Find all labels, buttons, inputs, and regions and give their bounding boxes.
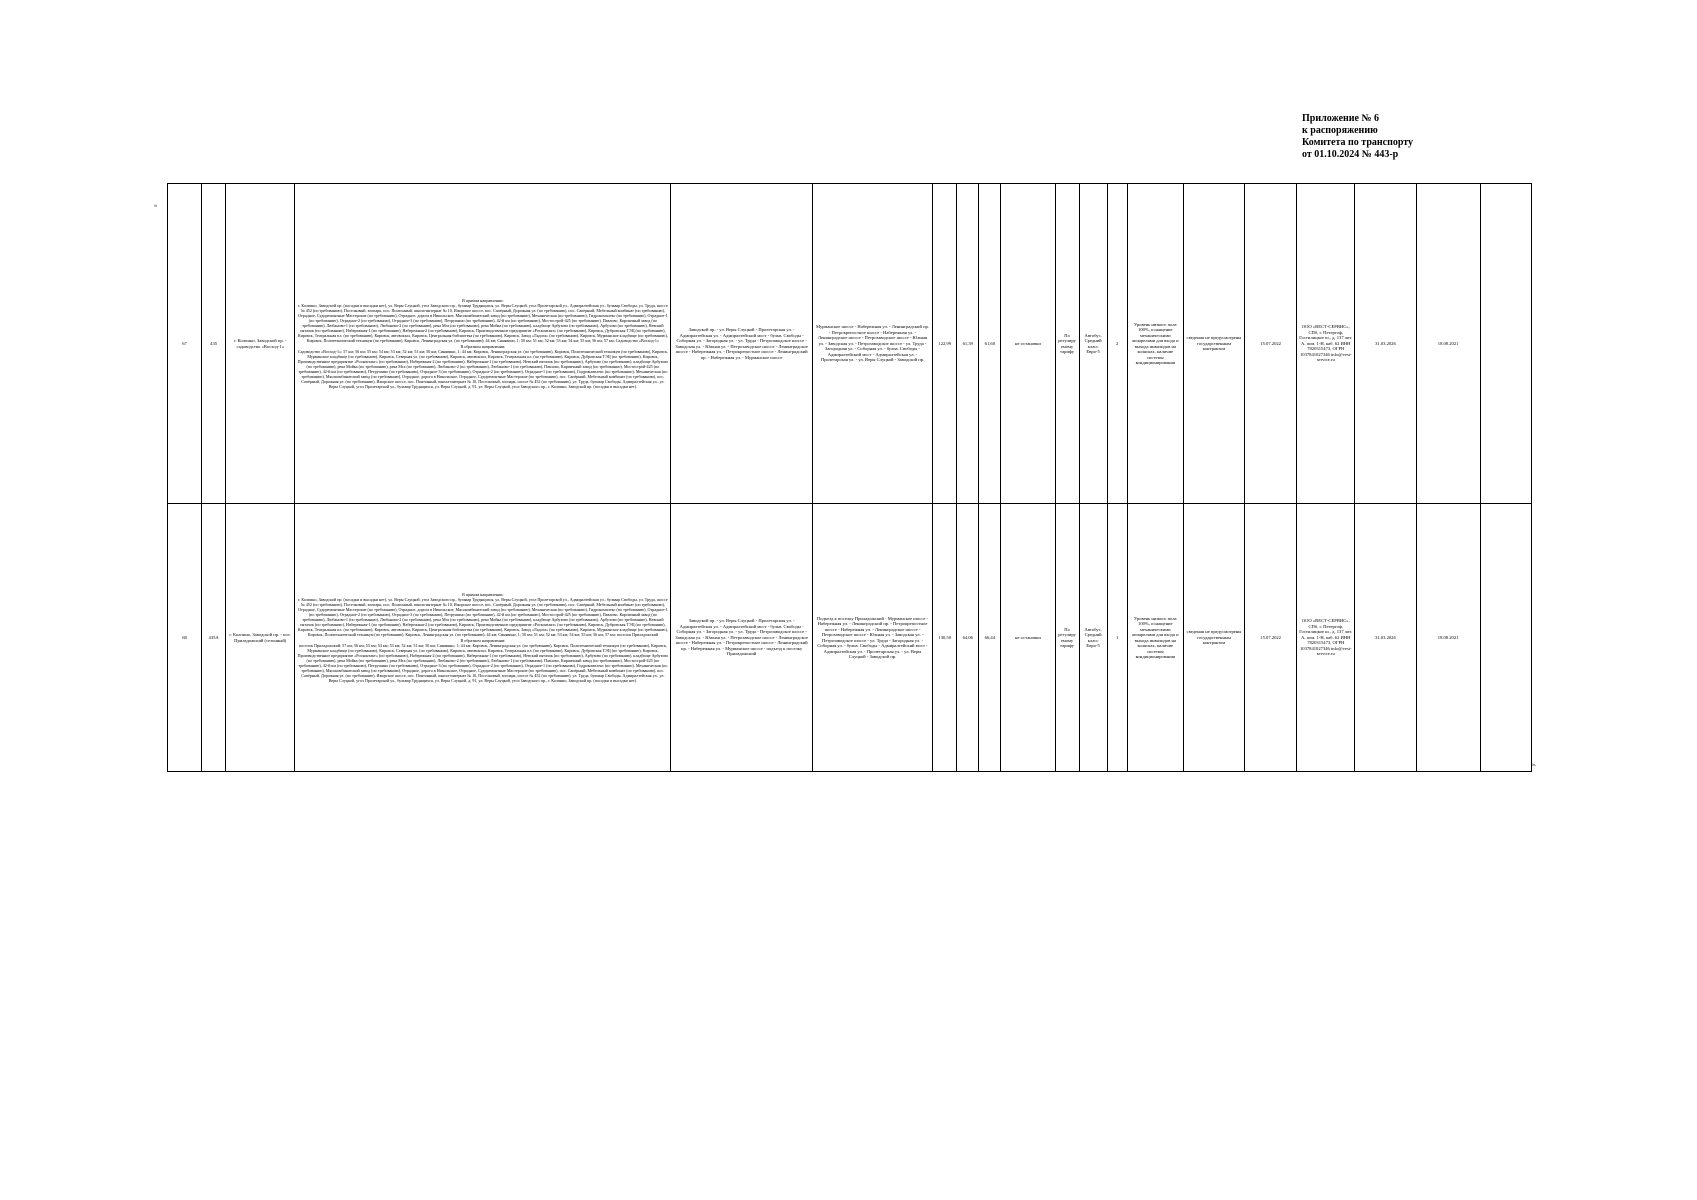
length-backward: 61,60 [979, 184, 1001, 504]
vehicle-class: Автобус, Средний класс Евро-5 [1079, 184, 1107, 504]
length-total: 130,50 [933, 504, 957, 772]
route-name: г. Колпино, Заводской пр. - пос. Приладожский (сезонный) [226, 504, 295, 772]
appendix-number: Приложение № 6 [1302, 113, 1380, 124]
stops-mode: не остановки [1001, 504, 1055, 772]
start-date: 15.07.2022 [1245, 184, 1297, 504]
backward-stops: Садоводство «Восход-1»; 57 км; 56 км; 55 км; 54 км; 53 км; 52 км; 51 км; 50 км; Синявино, 1; 44 км; Кировск, Ленинградская ул. (по требованию), Кировск, Политехнический техникум (по требованию), Кировск, Мурманское кладбище (по требованию), Кировск, Северная ул. (по требованию), Кировск, автовокзал, Кировск, Театральная пл. (по требованию), Кировск, Дубровская ТЭЦ (по требованию), Кировск, Производственное предприятие «Росконтакт» (по требованию), Набережная-2 (по требованию), Набережная-1 (по требованию), Невский пятачок (по требованию), Арбузово (по требованию), кладбище Арбузово (по требованию), река Мойка (по требованию), река Мга (по требованию), Любаново-2 (по требованию), Любаново-1 (по требованию), Павлово, Кирпичный завод (по требованию), Мостострой-425 (по требованию), 42-й км (по требованию), Петрушино (по требованию), Отрадное-3 (по требованию), Отрадное-2 (по требованию), Отрадное-1 (по требованию), Гидрокомплекс (по требованию), Механическая (по требованию), Мясокомбинатский завод (по требованию), Отрадное, дорога в Никольское, Отрадное, Судоремонтные Мастерские (по требованию), пос. Сапёрный, Мебельный комбинат (по требованию), пос. Сапёрный, Дорожная ул. (по требованию), Ижорское шоссе, пос. Понтонный, школа-интернат № 10, Поселковый, зоопарк, шоссе № 452 (по требованию), ул. Труда, бульвар Свободы, Адмиралтейская ул., ул. Веры Слуцкой, угол Пролетарской ул., бульвар Трудящихся, ул. Веры Слуцкой, д. 91, ул. Веры Слуцкой, угол Заводского пр., г. Колпино, Заводской пр. (посадки и высадки нет). [297, 348, 669, 390]
contract-info: сведения не предусмотрены государственным контрактом [1183, 184, 1244, 504]
document-header [1302, 113, 1502, 161]
committee-name: Комитета по транспорту [1302, 137, 1414, 148]
registration-date: 18.08.2021 [1416, 184, 1480, 504]
vehicle-features: Уровень низкого пола 100%, оснащение механическими аппарелями для входа и выхода инвалидов на колясках, наличие системы кондиционирования [1127, 184, 1183, 504]
extra-cell [1480, 184, 1531, 504]
end-date: 31.03.2026 [1355, 184, 1416, 504]
row-number: 68 [168, 504, 202, 772]
route-stops [295, 184, 671, 504]
tariff-type: По регулируемому тарифу [1055, 504, 1079, 772]
streets-backward: Подъезд к поселку Приладожский - Мурманское шоссе - Набережная ул. - Ленинградский пр. - Петрокрепостное шоссе - Набережная ул. - Ленинградское шоссе - Петрозаводское шоссе - Южная ул. - Заводская ул. - Петрозаводское шоссе - ул. Труда - Загородная ул. - Соборная ул. - бульв. Свободы - Адмиралтейский мост - Адмиралтейская ул. - Пролетарская ул. - ул. Веры Слуцкой - Заводской пр. [812, 504, 932, 772]
contract-info: сведения не предусмотрены государственным контрактом [1183, 504, 1244, 772]
opening-quote: « [154, 203, 157, 209]
route-stops [295, 504, 671, 772]
vehicle-features: Уровень низкого пола 100%, оснащение механическими аппарелями для входа и выхода инвалидов на колясках, наличие системы кондиционирования [1127, 504, 1183, 772]
order-reference: к распоряжению [1302, 125, 1378, 136]
registration-date: 18.08.2021 [1416, 504, 1480, 772]
forward-stops: г. Колпино, Заводской пр. (посадки и высадки нет), ул. Веры Слуцкой, угол Заводского пр., бульвар Трудящихся, ул. Веры Слуцкой, угол Пролетарской ул., Адмиралтейская ул., бульвар Свободы, ул. Труда, шоссе № 452 (по требованию), Поселковый, зоопарк, пос. Понтонный, школа-интернат № 10, Ижорское шоссе, пос. Сапёрный, Дорожная ул. (по требованию), пос. Сапёрный, Мебельный комбинат (по требованию), Отрадное, Судоремонтные Мастерские (по требованию), Отрадное, дорога в Никольское, Мясокомбинатский завод (по требованию), Механическая (по требованию), Гидрокомплекс (по требованию), Отрадное-1 (по требованию), Отрадное-2 (по требованию), Отрадное-3 (по требованию), Петрушино (по требованию), 42-й км (по требованию), Мостострой-425 (по требованию), Павлово, Кирпичный завод (по требованию), Любаново-1 (по требованию), Любаново-2 (по требованию), река Мга (по требованию), река Мойка (по требованию), кладбище Арбузово (по требованию), Арбузово (по требованию), Невский пятачок (по требованию), Набережная-1 (по требованию), Набережная-2 (по требованию), Кировск, Производственное предприятие «Росконтакт» (по требованию), Кировск, Дубровская ТЭЦ (по требованию), Кировск, Театральная пл. (по требованию), Кировск, автовокзал, Кировск, Центральная библиотека (по требованию), Кировск, Завод «Ладога» (по требованию), Кировск, Мурманское кладбище (по требованию), Кировск, Политехнический техникум (по требованию), Кировск, Ленинградская ул. (по требованию); 44 км; Синявино, 1; 50 км; 51 км; 52 км; 53 км; 54 км; 55 км; 56 км; 57 км; Садоводство «Восход-1» [297, 302, 668, 344]
order-date: от 01.10.2024 № 443-р [1302, 149, 1399, 160]
extra-cell [1480, 504, 1531, 772]
closing-quote: ». [1532, 762, 1537, 768]
carrier-info: ООО «ВЕСТ-СЕРВИС», СПб, г. Петергоф, Гостилицкое ш., д. 137 лит. А, пом. 1-Н, каб. 62 ИНН 7820315473, ОГРН 1037841027346 info@vest-service.ru [1297, 184, 1355, 504]
vehicle-count: 1 [1107, 504, 1127, 772]
forward-label: В прямом направлении: [462, 591, 504, 597]
start-date: 15.07.2022 [1245, 504, 1297, 772]
vehicle-class: Автобус, Средний класс Евро-5 [1079, 504, 1107, 772]
length-backward: 66,44 [979, 504, 1001, 772]
end-date: 31.03.2026 [1355, 504, 1416, 772]
length-forward: 64,06 [957, 504, 979, 772]
length-total: 122,99 [933, 184, 957, 504]
table-row [168, 184, 1532, 504]
route-number: 435 [202, 184, 226, 504]
streets-backward: Мурманское шоссе - Набережная ул. - Ленинградский пр. - Петрокрепостное шоссе - Набережная ул. - Ленинградское шоссе - Петрозаводское шоссе - Южная ул. - Заводская ул. - Петрозаводское шоссе - ул. Труда - Загородная ул. - Соборная ул. - бульв. Свободы - Адмиралтейский мост - Адмиралтейская ул. - Пролетарская ул. - ул. Веры Слуцкой - Заводской пр. [812, 184, 932, 504]
backward-label: В обратном направлении: [460, 343, 506, 349]
route-name: г. Колпино, Заводской пр. - садоводство «Восход-1» [226, 184, 295, 504]
tariff-type: По регулируемому тарифу [1055, 184, 1079, 504]
backward-label: В обратном направлении: [460, 637, 506, 643]
carrier-info: ООО «ВЕСТ-СЕРВИС», СПб, г. Петергоф, Гостилицкое ш., д. 137 лит. А, пом. 1-Н, каб. 62 ИНН 7820315473, ОГРН 1037841027346 info@vest-service.ru [1297, 504, 1355, 772]
streets-forward: Заводской пр. - ул. Веры Слуцкой - Пролетарская ул. - Адмиралтейская ул. - Адмиралтейский мост - бульв. Свободы - Соборная ул. - Загородная ул. - ул. Труда - Петрозаводское шоссе - Заводская ул. - Южная ул. - Петрозаводское шоссе - Ленинградское шоссе - Набережная ул. - Петрокрепостное шоссе - Ленинградский пр. - Набережная ул. - Мурманское шоссе - подъезд к поселку Приладожский [671, 504, 812, 772]
row-number: 67 [168, 184, 202, 504]
forward-stops: г. Колпино, Заводской пр. (посадки и высадки нет), ул. Веры Слуцкой, угол Заводского пр., бульвар Трудящихся, ул. Веры Слуцкой, угол Пролетарской ул., Адмиралтейская ул., бульвар Свободы, ул. Труда, шоссе № 452 (по требованию), Поселковый, зоопарк, пос. Понтонный, школа-интернат № 10, Ижорское шоссе, пос. Сапёрный, Дорожная ул. (по требованию), пос. Сапёрный, Мебельный комбинат (по требованию), Отрадное, Судоремонтные Мастерские (по требованию), Отрадное, дорога в Никольское, Мясокомбинатский завод (по требованию), Механическая (по требованию), Гидрокомплекс (по требованию), Отрадное-1 (по требованию), Отрадное-2 (по требованию), Отрадное-3 (по требованию), Петрушино (по требованию), 42-й км (по требованию), Мостострой-425 (по требованию), Павлово, Кирпичный завод (по требованию), Любаново-1 (по требованию), Любаново-2 (по требованию), река Мга (по требованию), река Мойка (по требованию), кладбище Арбузово (по требованию), Арбузово (по требованию), Невский пятачок (по требованию), Набережная-1 (по требованию), Набережная-2 (по требованию), Кировск, Производственное предприятие «Росконтакт» (по требованию), Кировск, Дубровская ТЭЦ (по требованию), Кировск, Театральная пл. (по требованию), Кировск, автовокзал, Кировск, Центральная библиотека (по требованию), Кировск, Завод «Ладога» (по требованию), Кировск, Мурманское кладбище (по требованию), Кировск, Политехнический техникум (по требованию), Кировск, Ленинградская ул. (по требованию); 44 км; Синявино, 1; 50 км; 51 км; 52 км; 53 км; 54 км; 55 км; 56 км; 57 км; поселок Приладожский [297, 596, 668, 638]
forward-label: В прямом направлении: [462, 297, 504, 303]
length-forward: 61,39 [957, 184, 979, 504]
vehicle-count: 2 [1107, 184, 1127, 504]
route-registry-table [167, 183, 1532, 772]
backward-stops: поселок Приладожский; 57 км; 56 км; 55 км; 54 км; 53 км; 52 км; 51 км; 50 км; Синявино, 1; 44 км; Кировск, Ленинградская ул. (по требованию), Кировск, Политехнический техникум (по требованию), Кировск, Мурманское кладбище (по требованию), Кировск, Северная ул. (по требованию), Кировск, автовокзал, Кировск, Театральная пл. (по требованию), Кировск, Дубровская ТЭЦ (по требованию), Кировск, Производственное предприятие «Росконтакт» (по требованию), Набережная-2 (по требованию), Набережная-1 (по требованию), Невский пятачок (по требованию), Арбузово (по требованию), кладбище Арбузово (по требованию), река Мойка (по требованию), река Мга (по требованию), Любаново-2 (по требованию), Любаново-1 (по требованию), Павлово, Кирпичный завод (по требованию), Мостострой-425 (по требованию), 42-й км (по требованию), Петрушино (по требованию), Отрадное-3 (по требованию), Отрадное-2 (по требованию), Отрадное-1 (по требованию), Гидрокомплекс (по требованию), Механическая (по требованию), Мясокомбинатский завод (по требованию), Отрадное, дорога в Никольское, Отрадное, Судоремонтные Мастерские (по требованию), пос. Сапёрный, Мебельный комбинат (по требованию), пос. Сапёрный, Дорожная ул. (по требованию), Ижорское шоссе, пос. Понтонный, школа-интернат № 10, Поселковый, зоопарк, шоссе № 452 (по требованию), ул. Труда, бульвар Свободы, Адмиралтейская ул., ул. Веры Слуцкой, угол Пролетарской ул., бульвар Трудящихся, ул. Веры Слуцкой, д. 91, ул. Веры Слуцкой, угол Заводского пр., г. Колпино, Заводской пр. (посадки и высадки нет). [297, 642, 669, 684]
table-row [168, 504, 1532, 772]
streets-forward: Заводской пр. - ул. Веры Слуцкой - Пролетарская ул. - Адмиралтейская ул. - Адмиралтейский мост - бульв. Свободы - Соборная ул. - Загородная ул. - ул. Труда - Петрозаводское шоссе - Заводская ул. - Южная ул. - Петрозаводское шоссе - Ленинградское шоссе - Набережная ул. - Петрокрепостное шоссе - Ленинградский пр. - Набережная ул. - Мурманское шоссе [671, 184, 812, 504]
stops-mode: не остановки [1001, 184, 1055, 504]
route-number: 435А [202, 504, 226, 772]
